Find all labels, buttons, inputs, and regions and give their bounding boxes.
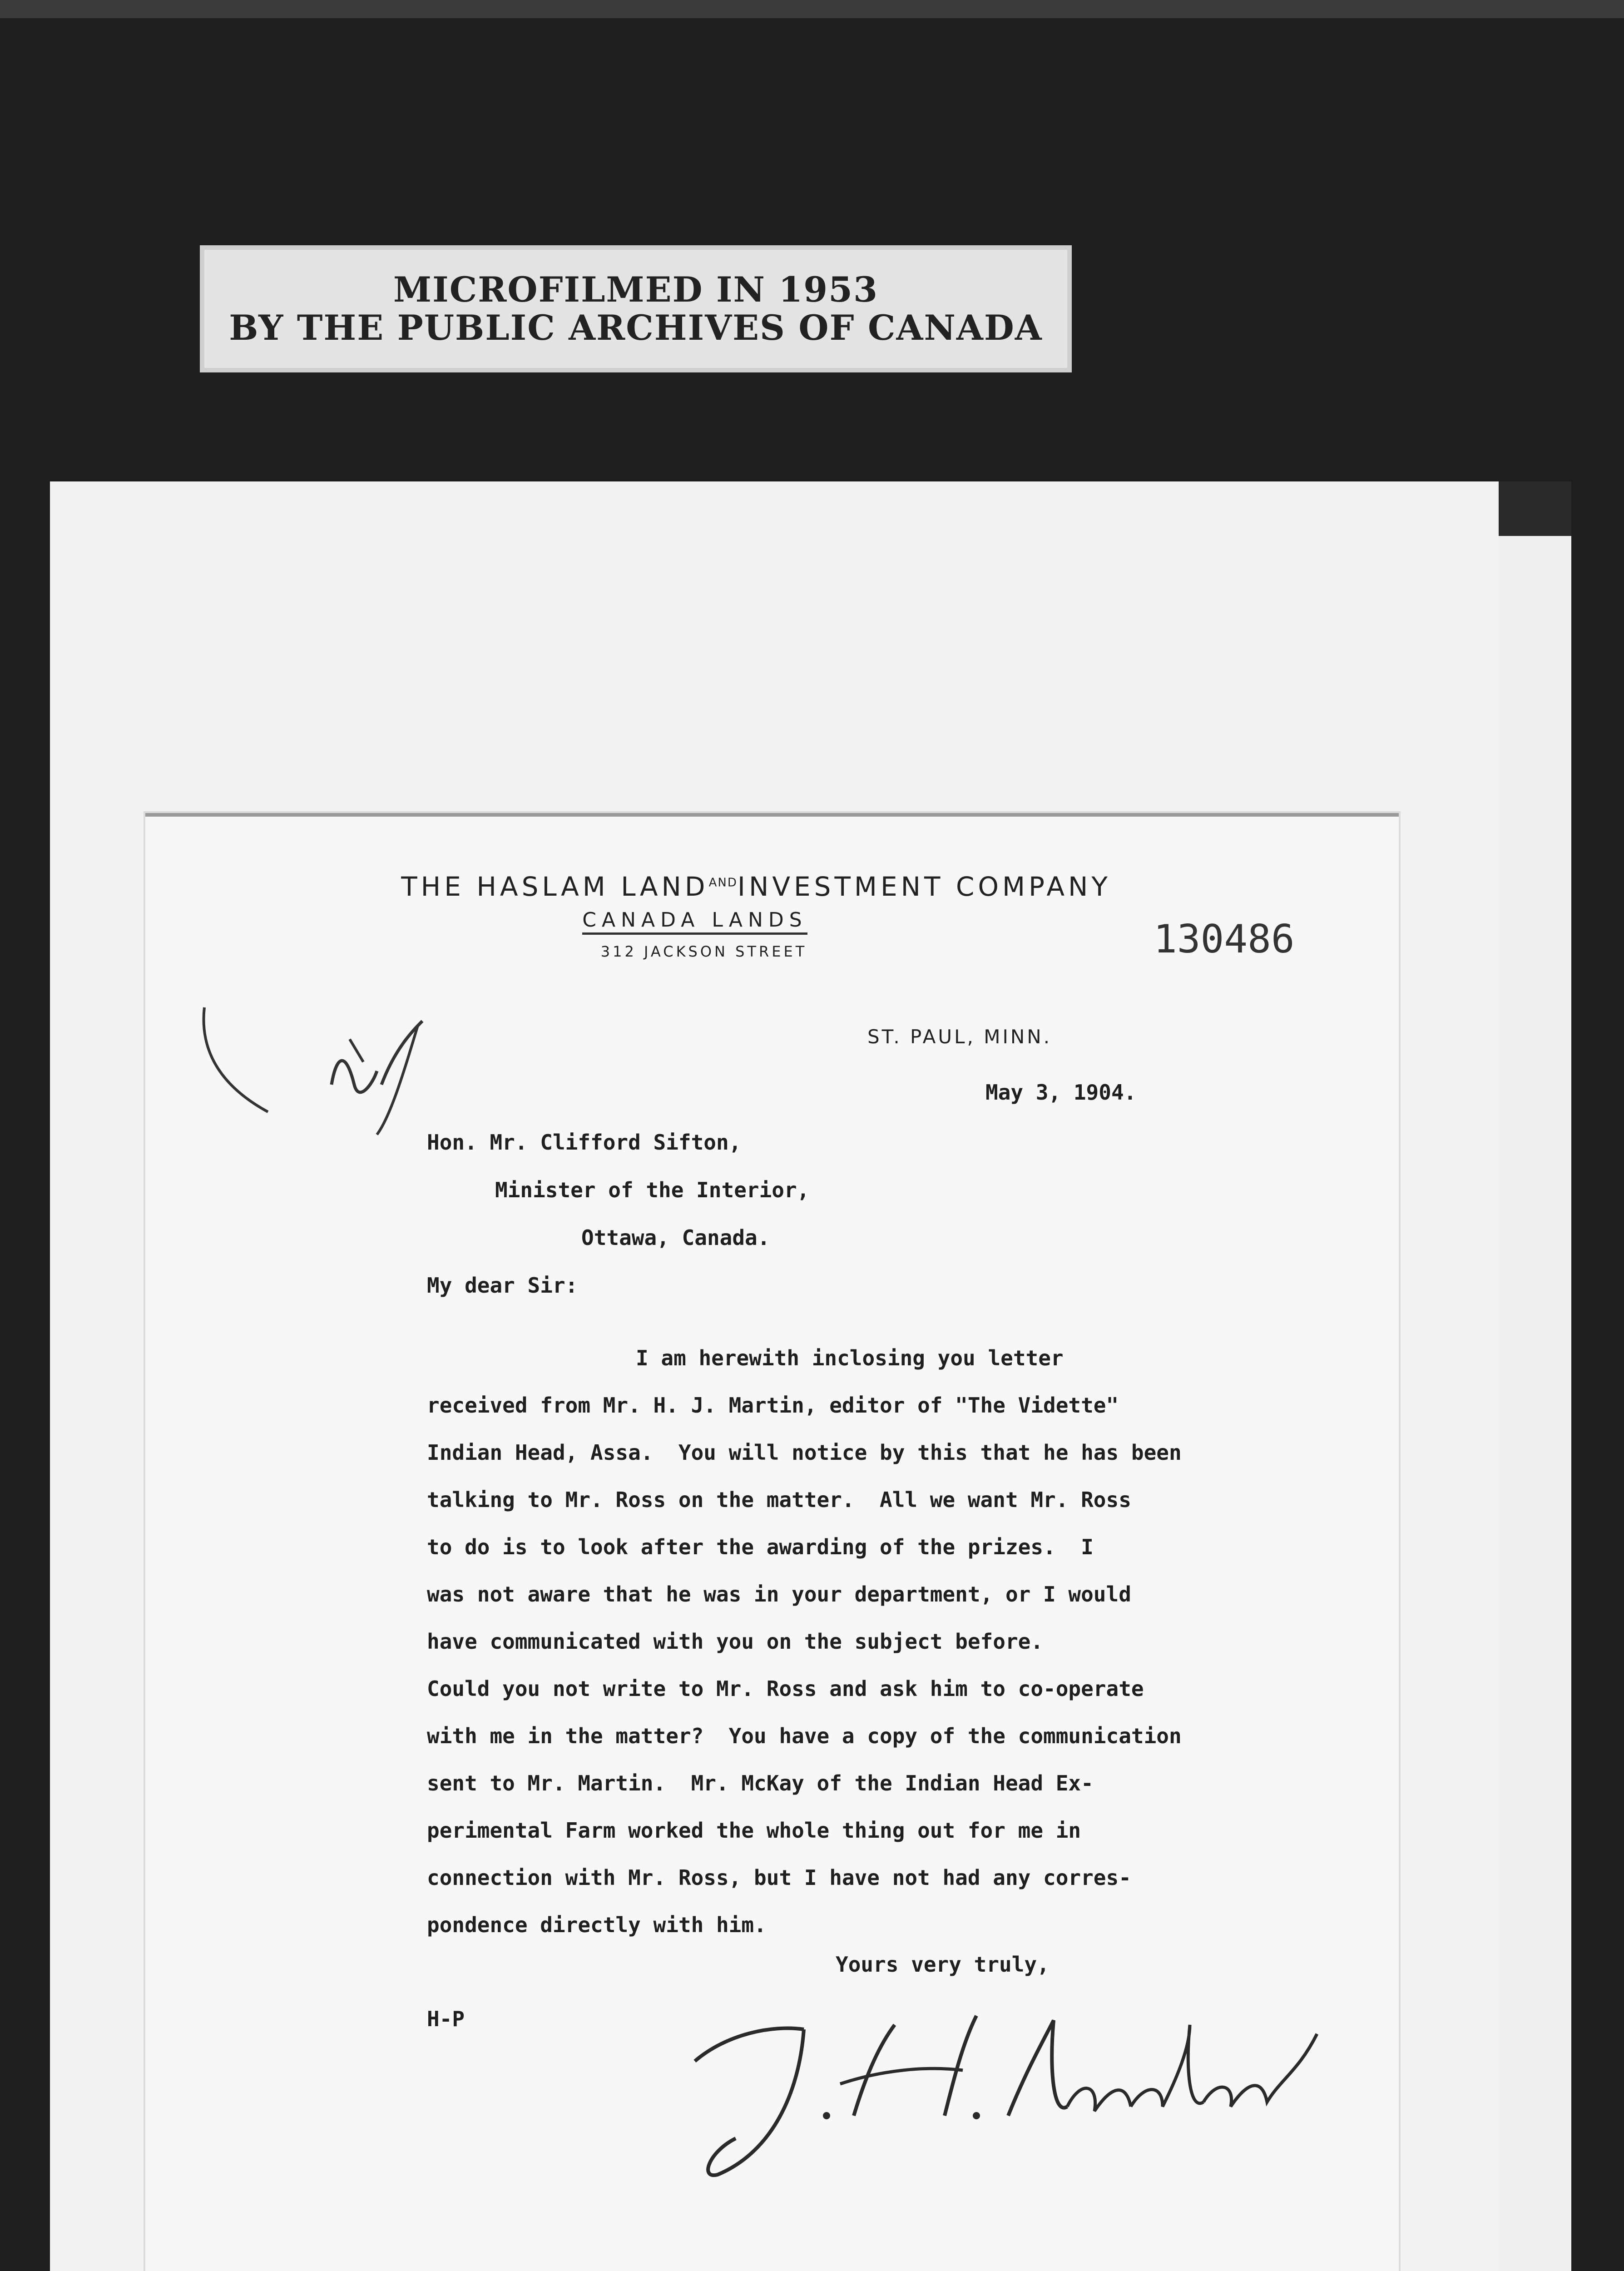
film-top-band [0, 0, 1624, 18]
recipient-line1: Hon. Mr. Clifford Sifton, [427, 1130, 742, 1155]
company-name-and: AND [708, 876, 738, 890]
body-line: received from Mr. H. J. Martin, editor of "The Vidette" [427, 1393, 1119, 1418]
recipient-line3: Ottawa, Canada. [581, 1225, 770, 1250]
archive-label-line2: BY THE PUBLIC ARCHIVES OF CANADA [229, 307, 1043, 348]
body-line: with me in the matter? You have a copy of the communication [427, 1724, 1182, 1748]
typist-initials: H-P [427, 2007, 465, 2031]
file-number-stamp: 130486 [1154, 917, 1295, 962]
body-line: was not aware that he was in your department, or I would [427, 1582, 1131, 1607]
body-line: Could you not write to Mr. Ross and ask him to co-operate [427, 1676, 1144, 1701]
letterhead-subtitle: CANADA LANDS [582, 908, 807, 935]
salutation: My dear Sir: [427, 1273, 578, 1298]
body-line: to do is to look after the awarding of the prizes. I [427, 1535, 1094, 1559]
body-line: Indian Head, Assa. You will notice by this that he has been [427, 1440, 1182, 1465]
letter-page [145, 813, 1399, 2271]
archive-label [200, 245, 1072, 372]
company-name-part1: THE HASLAM LAND [401, 871, 709, 902]
body-line: I am herewith inclosing you letter [636, 1346, 1064, 1370]
archive-label-line1: MICROFILMED IN 1953 [393, 269, 878, 310]
company-name [114, 871, 1399, 902]
handwritten-signature [690, 1979, 1326, 2184]
body-line: have communicated with you on the subject before. [427, 1629, 1044, 1654]
body-line: sent to Mr. Martin. Mr. McKay of the Indian Head Ex- [427, 1771, 1094, 1795]
letter-body [427, 1334, 1182, 1949]
letterhead-street: 312 JACKSON STREET [600, 943, 807, 960]
body-line: connection with Mr. Ross, but I have not had any corres- [427, 1865, 1131, 1890]
body-line: perimental Farm worked the whole thing out for me in [427, 1818, 1081, 1843]
body-line: pondence directly with him. [427, 1913, 767, 1937]
letter-closing: Yours very truly, [836, 1952, 1050, 1977]
body-line: talking to Mr. Ross on the matter. All we want Mr. Ross [427, 1488, 1131, 1512]
handwritten-initials-mark [200, 980, 454, 1153]
letterhead-city: ST. PAUL, MINN. [867, 1026, 1052, 1048]
company-name-part2: INVESTMENT COMPANY [737, 871, 1111, 902]
letter-date: May 3, 1904. [985, 1080, 1137, 1105]
sheet-tab [1499, 536, 1571, 2271]
recipient-line2: Minister of the Interior, [495, 1178, 810, 1202]
